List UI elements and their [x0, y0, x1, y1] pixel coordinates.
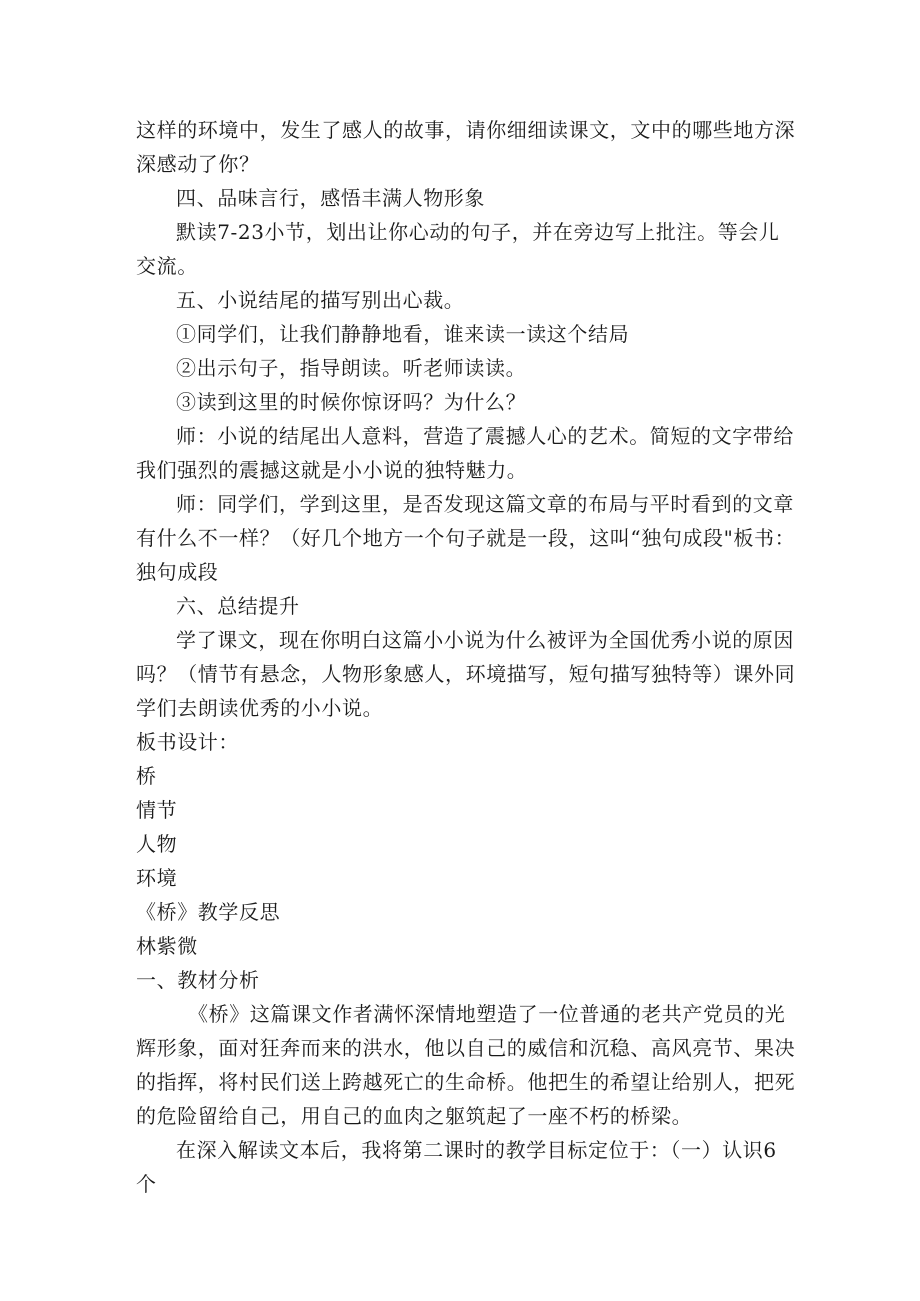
paragraph: 《桥》这篇课文作者满怀深情地塑造了一位普通的老共产党员的光辉形象，面对狂奔而来的洪水，他以自己的威信和沉稳、高风亮节、果决的指挥，将村民们送上跨越死亡的生命桥。他把生的希望让给别人，把死的危险留给自己，用自己的血肉之躯筑起了一座不朽的桥梁。 — [136, 1002, 796, 1128]
list-item: ②出示句子，指导朗读。听老师读读。 — [176, 356, 527, 380]
board-item: 人物 — [136, 832, 178, 856]
paragraph: 在深入解读文本后，我将第二课时的教学目标定位于：（一）认识6个 — [136, 1138, 777, 1196]
reflection-title: 《桥》教学反思 — [136, 900, 281, 924]
paragraph: 默读7-23小节，划出让你心动的句子，并在旁边写上批注。等会儿交流。 — [136, 220, 780, 278]
board-design-heading: 板书设计： — [136, 730, 239, 754]
board-item: 桥 — [136, 764, 157, 788]
section-heading-4: 四、品味言行，感悟丰满人物形象 — [176, 186, 485, 210]
list-item: ③读到这里的时候你惊讶吗？为什么？ — [176, 390, 527, 414]
board-item: 情节 — [136, 798, 178, 822]
paragraph: 师：小说的结尾出人意料，营造了震撼人心的艺术。简短的文字带给我们强烈的震撼这就是小小说的独特魅力。 — [136, 424, 794, 482]
paragraph: 学了课文，现在你明白这篇小小说为什么被评为全国优秀小说的原因吗？（情节有悬念，人物形象感人，环境描写，短句描写独特等）课外同学们去朗读优秀的小小说。 — [136, 628, 796, 720]
paragraph: 师：同学们，学到这里，是否发现这篇文章的布局与平时看到的文章有什么不一样？（好几个地方一个句子就是一段，这叫“独句成段"板书：独句成段 — [136, 492, 796, 584]
author-name: 林紫微 — [136, 934, 198, 958]
document-body — [136, 113, 796, 1201]
paragraph-continuation: 这样的环境中，发生了感人的故事，请你细细读课文，文中的哪些地方深深感动了你？ — [136, 118, 796, 176]
section-heading-1: 一、教材分析 — [136, 968, 260, 992]
board-item: 环境 — [136, 866, 178, 890]
section-heading-5: 五、小说结尾的描写别出心裁。 — [176, 288, 465, 312]
list-item: ①同学们，让我们静静地看，谁来读一读这个结局 — [176, 322, 630, 346]
section-heading-6: 六、总结提升 — [176, 594, 300, 618]
